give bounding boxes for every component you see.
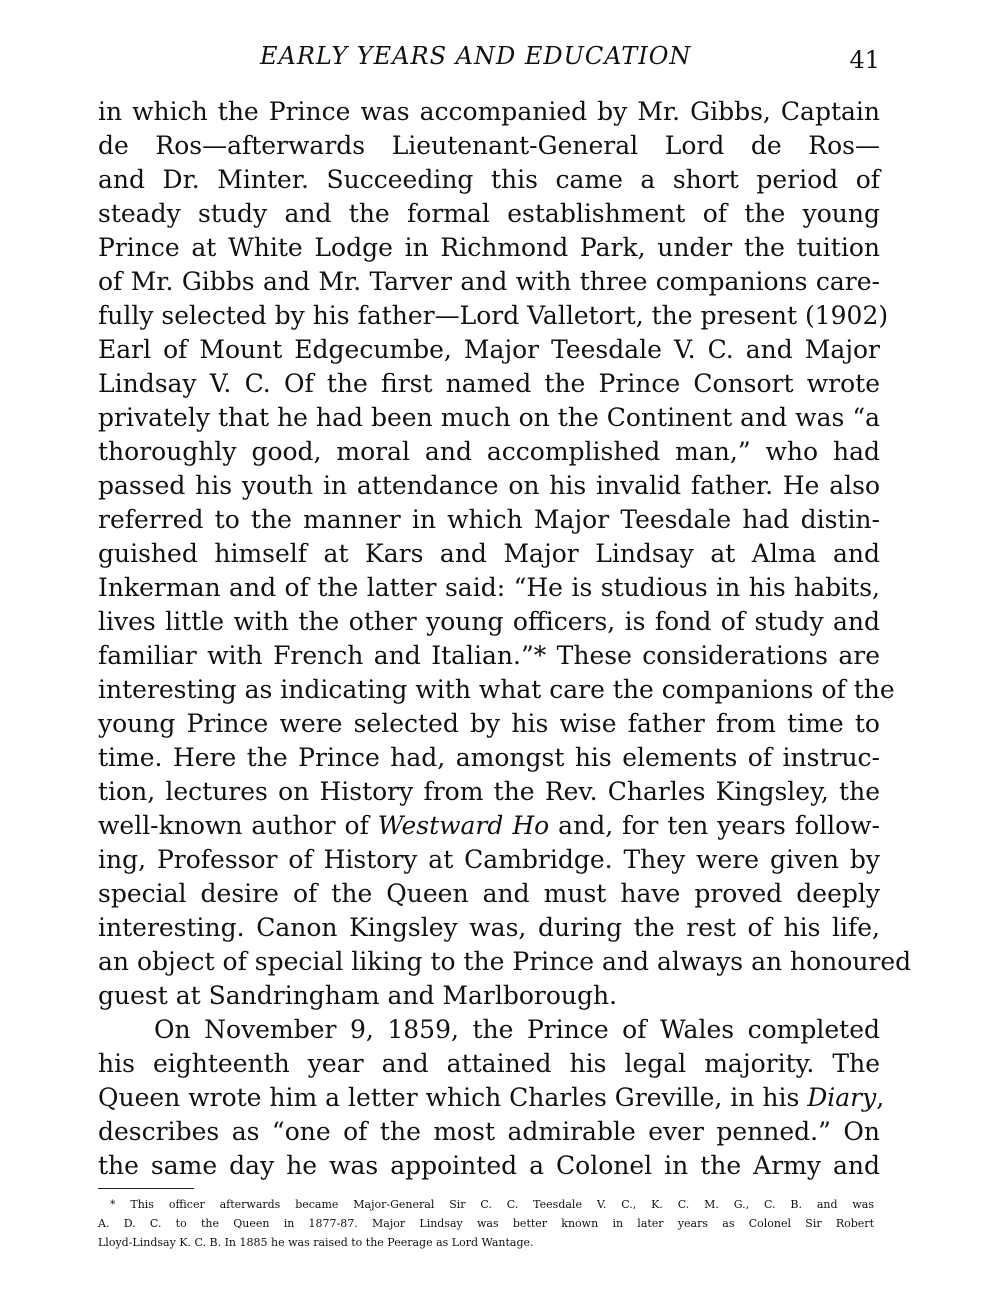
text-line: and Dr. Minter. Succeeding this came a short period of — [98, 165, 880, 194]
text-line: steady study and the formal establishment of the young — [98, 199, 880, 228]
text-line: thoroughly good, moral and accomplished man,” who had — [98, 437, 880, 466]
text-line: interesting. Canon Kingsley was, during the rest of his life, — [98, 913, 880, 942]
text-line: an object of special liking to the Prince and always an honoured — [98, 947, 912, 976]
footnote-line: * This officer afterwards became Major-General Sir C. C. Teesdale V. C., K. C. M. G., C. B. and was — [110, 1198, 874, 1211]
text-line: de Ros—afterwards Lieutenant-General Lord de Ros— — [98, 131, 880, 160]
page-number: 41 — [849, 46, 880, 74]
text-line: tion, lectures on History from the Rev. Charles Kingsley, the — [98, 777, 880, 806]
text-line: Queen wrote him a letter which Charles Greville, in his Diary, — [98, 1083, 885, 1112]
text-line: fully selected by his father—Lord Valletort, the present (1902) — [98, 301, 889, 330]
text-line: interesting as indicating with what care the companions of the — [98, 675, 895, 704]
text-line: special desire of the Queen and must have proved deeply — [98, 879, 880, 908]
text-line: Lindsay V. C. Of the first named the Prince Consort wrote — [98, 369, 880, 398]
text-line: the same day he was appointed a Colonel in the Army and — [98, 1151, 880, 1180]
text-line: of Mr. Gibbs and Mr. Tarver and with three companions care- — [98, 267, 880, 296]
text-line: his eighteenth year and attained his legal majority. The — [98, 1049, 880, 1078]
footnote-divider — [98, 1188, 194, 1189]
text-line: On November 9, 1859, the Prince of Wales completed — [154, 1015, 880, 1044]
book-title: Diary — [807, 1083, 877, 1112]
text-line: referred to the manner in which Major Teesdale had distin- — [98, 505, 880, 534]
text-line: Earl of Mount Edgecumbe, Major Teesdale V. C. and Major — [98, 335, 880, 364]
running-head: EARLY YEARS AND EDUCATION — [260, 42, 692, 70]
text-line: guished himself at Kars and Major Lindsay at Alma and — [98, 539, 880, 568]
footnote-line: A. D. C. to the Queen in 1877-87. Major Lindsay was better known in later years as Colonel Sir Robert — [98, 1217, 874, 1230]
text-line: Inkerman and of the latter said: “He is studious in his habits, — [98, 573, 880, 602]
text-line: passed his youth in attendance on his invalid father. He also — [98, 471, 880, 500]
text-line: time. Here the Prince had, amongst his elements of instruc- — [98, 743, 880, 772]
text-line: in which the Prince was accompanied by Mr. Gibbs, Captain — [98, 97, 880, 126]
text-line: privately that he had been much on the Continent and was “a — [98, 403, 880, 432]
page-header — [100, 42, 880, 76]
text-line: guest at Sandringham and Marlborough. — [98, 981, 618, 1010]
footnote — [98, 1195, 874, 1252]
footnote-line: Lloyd-Lindsay K. C. B. In 1885 he was raised to the Peerage as Lord Wantage. — [98, 1236, 534, 1249]
text-line: Prince at White Lodge in Richmond Park, under the tuition — [98, 233, 880, 262]
text-line: describes as “one of the most admirable ever penned.” On — [98, 1117, 880, 1146]
book-title: Westward Ho — [377, 811, 550, 840]
text-line: well-known author of Westward Ho and, for ten years follow- — [98, 811, 881, 840]
text-line: familiar with French and Italian.”* These considerations are — [98, 641, 880, 670]
text-line: ing, Professor of History at Cambridge. They were given by — [98, 845, 880, 874]
text-line: young Prince were selected by his wise father from time to — [98, 709, 880, 738]
text-line: lives little with the other young officers, is fond of study and — [98, 607, 880, 636]
body-text — [98, 95, 912, 1183]
